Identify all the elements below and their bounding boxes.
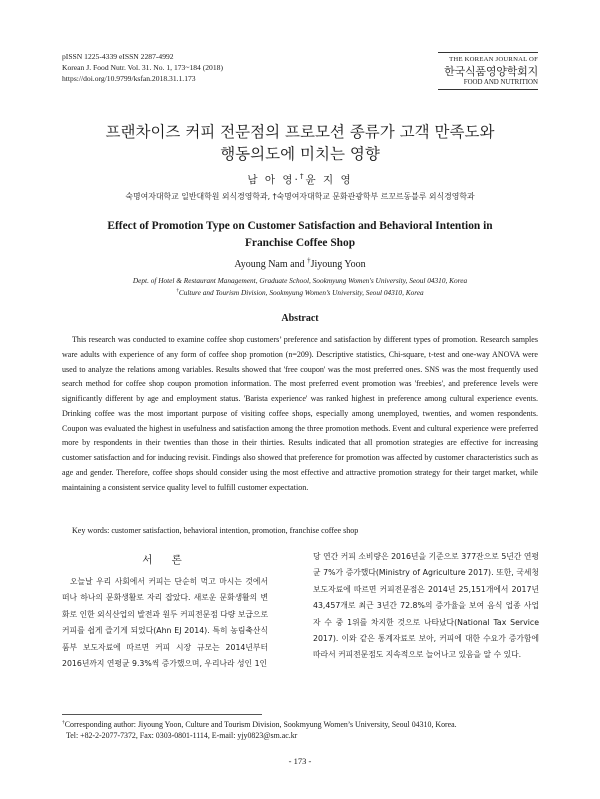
corresponding-mark: † <box>299 171 306 181</box>
article-title-ko-line-1: 프랜차이즈 커피 전문점의 프로모션 종류가 고객 만족도와 <box>105 123 495 141</box>
intro-column-left: 오늘날 우리 사회에서 커피는 단순히 먹고 마시는 것에서 떠나 하나의 문화생활로 자리 잡았다. 새로운 문화생활의 변화로 인한 외식산업의 발전과 원두 커피전문점 다량 보급으로 커피를 쉽게 즐기게 되었다(Ahn EJ 2014). 특히 농림축산식품부 보도자료에 따르면 커피 시장 규모는 2014년부터 2016년까지 연평균 9.3%씩 증가했으며, 우리나라 성인 1인 <box>62 577 268 669</box>
author-ko-2: 윤 지 영 <box>305 174 353 186</box>
affiliation-en <box>0 275 600 299</box>
author-en-2: Jiyoung Yoon <box>310 259 366 270</box>
footnote-mark: † <box>62 719 65 726</box>
author-ko-1: 남 아 영 <box>247 174 295 186</box>
publication-meta <box>62 52 223 84</box>
issn-line: pISSN 1225-4339 eISSN 2287-4992 <box>62 52 174 61</box>
journal-masthead <box>438 52 538 90</box>
journal-name-ko: 한국식품영양학회지 <box>444 65 538 78</box>
journal-name-en-top: THE KOREAN JOURNAL OF <box>449 56 538 63</box>
article-title-ko-line-2: 행동의도에 미치는 영향 <box>220 145 380 163</box>
affiliation-ko: 숙명여자대학교 일반대학원 외식경영학과, †숙명여자대학교 문화관광학부 르꼬르동블루 외식경영학과 <box>125 192 475 201</box>
journal-name-en-bottom: FOOD AND NUTRITION <box>463 79 538 86</box>
affiliation-en-2-text: Culture and Tourism Division, Sookmyung Women’s University, Seoul 04310, Korea <box>178 288 424 297</box>
footnote-line-1: Corresponding author: Jiyoung Yoon, Culture and Tourism Division, Sookmyung Women’s University, Seoul 04310, Korea. <box>64 720 457 729</box>
intro-column-right: 당 연간 커피 소비량은 2016년을 기준으로 377잔으로 5년간 연평균 7%가 증가했다(Ministry of Agriculture 2017). 또한, 국세청 보도자료에 따르면 커피전문점은 2014년 25,151개에서 2017년 43,457개로 최근 3년간 72.8%의 증가율을 보여 음식 업종 사업자 수 중 1위를 차지한 것으로 나타났다(National Tax Service 2017). 이와 같은 통계자료로 보아, 커피에 대한 수요가 증가함에 따라서 커피전문점도 지속적으로 늘어나고 있음을 알 수 있다. <box>313 552 539 660</box>
footnote-line-2: Tel: +82-2-2077-7372, Fax: 0303-0801-1114, E-mail: yjy0823@sm.ac.kr <box>66 731 298 740</box>
article-title-en-line-1: Effect of Promotion Type on Customer Satisfaction and Behavioral Intention in <box>107 220 493 232</box>
doi-link[interactable]: https://doi.org/10.9799/ksfan.2018.31.1.173 <box>62 73 196 83</box>
article-title-en-line-2: Franchise Coffee Shop <box>244 237 356 249</box>
keywords: Key words: customer satisfaction, behavioral intention, promotion, franchise coffee shop <box>72 526 359 535</box>
abstract-heading: Abstract <box>281 313 319 324</box>
authors-en <box>0 256 600 270</box>
authors-ko <box>0 172 600 187</box>
affiliation-en-1: Dept. of Hotel & Restaurant Management, Graduate School, Sookmyung Women's University, Seoul 04310, Korea <box>132 276 468 285</box>
affiliation-mark: † <box>176 287 179 294</box>
article-title-en <box>0 218 600 252</box>
corresponding-mark-en: † <box>307 256 311 265</box>
affiliation-en-2 <box>0 287 600 299</box>
author-separator: · <box>294 174 300 186</box>
footnote-divider <box>62 714 262 715</box>
abstract-body: This research was conducted to examine coffee shop customers’ preference and satisfaction by different types of promotion. Research samples ware adults with experience of any form of coffee shop promotion (n=209). Descriptive statistics, Chi-square, t-test and one-way ANOVA were used to analyze the relations among variables. Results showed that 'free coupon' was the most preferred ones. SNS was the most frequently used search method for coffee shop coupon promotion information. The most preferred event promotion was 'freebies', and preference levels were significantly different by age and employment status. 'Barista experience' was ranked highest in preference among cultural experience events. Drinking coffee was the most important purpose of visiting coffee shops, especially among unemployed, twenties, and women respondents. Coupon was evaluated the highest in usefulness and satisfaction among the three promotion methods. Event and cultural experience were preferred more by respondents in their twenties than those in their thirties. Results indicated that all promotion strategies are effective for increasing customer satisfaction and for inducing revisit. Findings also showed that preference for promotion was affected by customer characteristics such as age and gender. Therefore, coffee shops should consider using the most effective and attractive promotion strategy for their target market, while maintaining a consistent service quality level to fulfill customer expectation. <box>62 335 538 492</box>
section-heading-introduction: 서 론 <box>142 554 190 566</box>
author-en-1: Ayoung Nam and <box>234 259 305 270</box>
page-number: - 173 - <box>288 756 312 766</box>
corresponding-author-footnote <box>62 719 457 741</box>
article-title-ko <box>0 121 600 165</box>
citation-line: Korean J. Food Nutr. Vol. 31. No. 1, 173~184 (2018) <box>62 62 223 72</box>
